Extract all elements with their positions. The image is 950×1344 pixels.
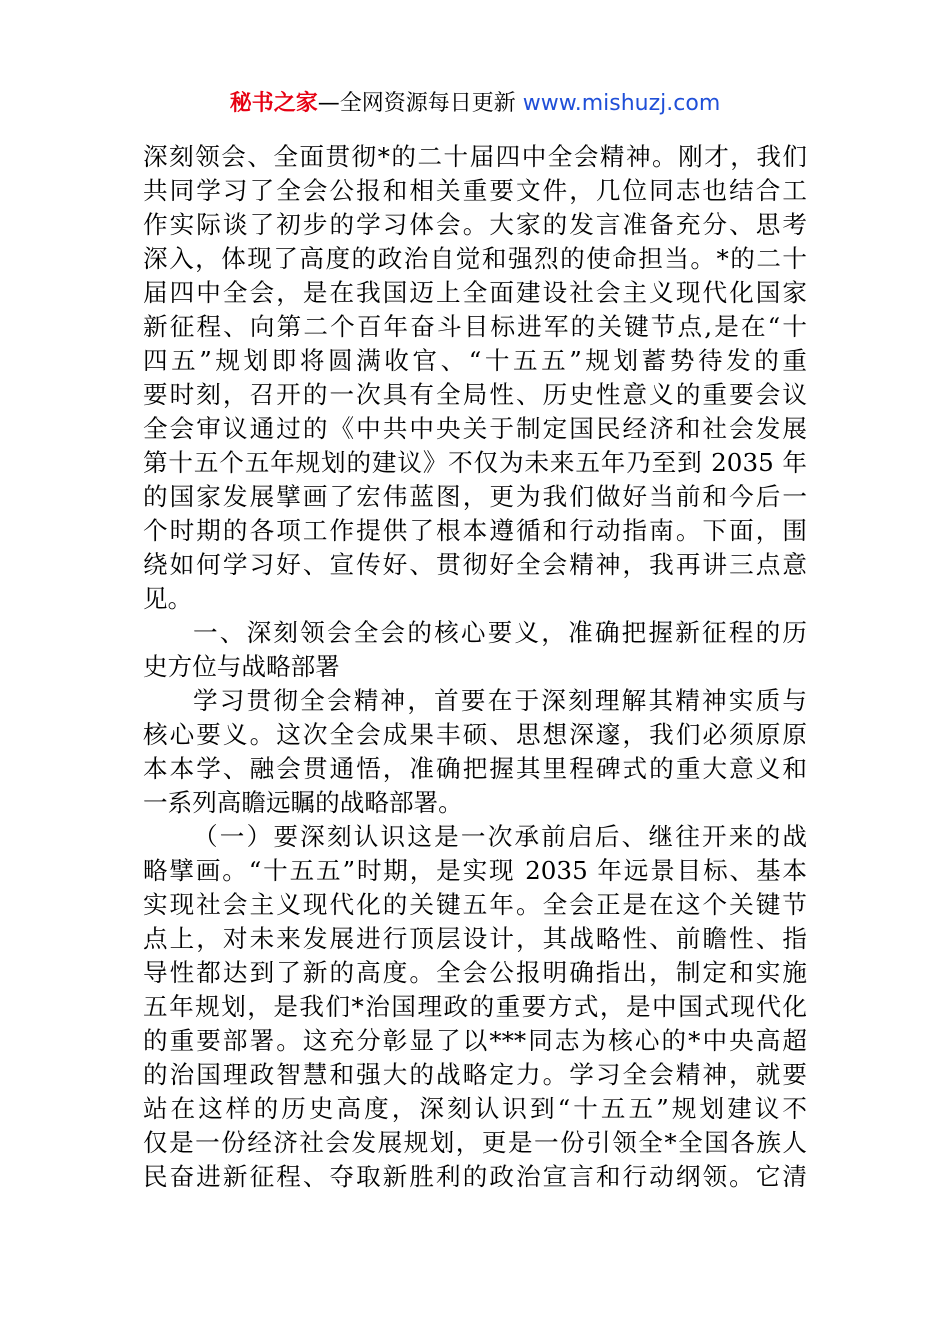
- site-tagline: —全网资源每日更新: [317, 91, 523, 116]
- text-line: 深入，体现了高度的政治自觉和强烈的使命担当。*的二十: [143, 244, 807, 273]
- text-line: 本本学、融会贯通悟，准确把握其里程碑式的重大意义和: [143, 754, 807, 783]
- document-body: [143, 140, 807, 1194]
- text-line: 作实际谈了初步的学习体会。大家的发言准备充分、思考: [143, 210, 807, 239]
- text-line: 届四中全会，是在我国迈上全面建设社会主义现代化国家: [143, 278, 807, 307]
- text-line: 点上，对未来发展进行顶层设计，其战略性、前瞻性、指: [143, 924, 807, 953]
- text-line: 四五”规划即将圆满收官、“十五五”规划蓄势待发的重: [143, 346, 807, 375]
- text-line: 见。: [143, 584, 193, 613]
- text-line: 绕如何学习好、宣传好、贯彻好全会精神，我再讲三点意: [143, 550, 807, 579]
- text-line: 深刻领会、全面贯彻*的二十届四中全会精神。刚才，我们: [143, 142, 807, 171]
- text-line: 要时刻，召开的一次具有全局性、历史性意义的重要会议: [143, 380, 807, 409]
- text-line: 实现社会主义现代化的关键五年。全会正是在这个关键节: [143, 890, 807, 919]
- subsection-heading: （一）要深刻认识这是一次承前启后、继往开来的战: [193, 822, 807, 851]
- text-line: 核心要义。这次全会成果丰硕、思想深邃，我们必须原原: [143, 720, 807, 749]
- text-line: 略擘画。“十五五”时期，是实现 2035 年远景目标、基本: [143, 856, 807, 885]
- text-line: 共同学习了全会公报和相关重要文件，几位同志也结合工: [143, 176, 807, 205]
- text-line: 五年规划，是我们*治国理政的重要方式，是中国式现代化: [143, 992, 807, 1021]
- text-line: 导性都达到了新的高度。全会公报明确指出，制定和实施: [143, 958, 807, 987]
- text-line: 一系列高瞻远瞩的战略部署。: [143, 788, 463, 817]
- section-heading-continued: 史方位与战略部署: [143, 652, 340, 681]
- text-line: 学习贯彻全会精神，首要在于深刻理解其精神实质与: [193, 686, 807, 715]
- site-url[interactable]: www.mishuzj.com: [522, 91, 721, 116]
- text-line: 的国家发展擘画了宏伟蓝图，更为我们做好当前和今后一: [143, 482, 807, 511]
- text-line: 第十五个五年规划的建议》不仅为未来五年乃至到 2035 年: [143, 448, 807, 477]
- text-line: 的重要部署。这充分彰显了以***同志为核心的*中央高超: [143, 1026, 807, 1055]
- text-line: 个时期的各项工作提供了根本遵循和行动指南。下面，围: [143, 516, 807, 545]
- text-line: 民奋进新征程、夺取新胜利的政治宣言和行动纲领。它清: [143, 1162, 807, 1191]
- text-line: 新征程、向第二个百年奋斗目标进军的关键节点,是在“十: [143, 312, 807, 341]
- site-brand: 秘书之家: [229, 91, 318, 116]
- text-line: 全会审议通过的《中共中央关于制定国民经济和社会发展: [143, 414, 807, 443]
- text-line: 仅是一份经济社会发展规划，更是一份引领全*全国各族人: [143, 1128, 807, 1157]
- section-heading: 一、深刻领会全会的核心要义，准确把握新征程的历: [193, 618, 807, 647]
- text-line: 的治国理政智慧和强大的战略定力。学习全会精神，就要: [143, 1060, 807, 1089]
- site-header: [0, 86, 950, 122]
- text-line: 站在这样的历史高度，深刻认识到“十五五”规划建议不: [143, 1094, 807, 1123]
